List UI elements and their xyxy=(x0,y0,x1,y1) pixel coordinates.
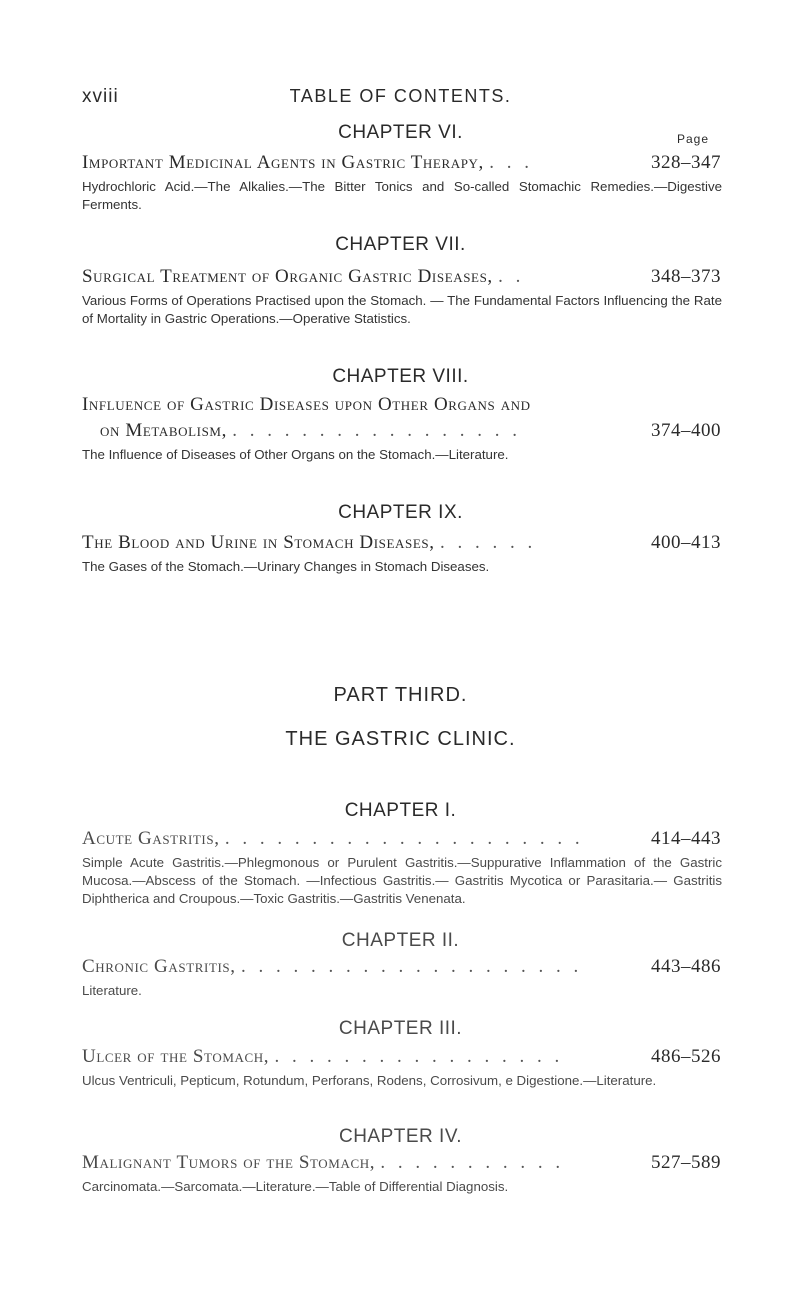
chapter-heading: CHAPTER III. xyxy=(338,1018,463,1039)
entry-title xyxy=(82,266,642,288)
entry-summary: The Gases of the Stomach.—Urinary Changes in Stomach Diseases. xyxy=(82,559,490,574)
part-heading: PART THIRD. xyxy=(333,684,468,706)
entry-title-line1: Influence of Gastric Diseases upon Other Organs and xyxy=(82,394,531,415)
chapter-heading: CHAPTER VII. xyxy=(335,234,466,255)
chapter-heading: CHAPTER II. xyxy=(341,930,460,951)
entry-title-text: Chronic Gastritis, xyxy=(82,956,236,977)
leader-dots: . . xyxy=(498,266,525,287)
entry-title xyxy=(82,956,642,978)
entry-title-text: on Metabolism, xyxy=(100,420,227,441)
chapter-heading: CHAPTER VIII. xyxy=(332,366,469,387)
entry-title xyxy=(100,420,640,442)
entry-pages: 348–373 xyxy=(651,266,721,287)
chapter-heading: CHAPTER I. xyxy=(344,800,457,821)
part-subtitle: THE GASTRIC CLINIC. xyxy=(285,728,516,750)
entry-summary: Ulcus Ventriculi, Pepticum, Rotundum, Perforans, Rodens, Corrosivum, e Digestione.—Literature. xyxy=(82,1073,657,1088)
entry-title-text: Surgical Treatment of Organic Gastric Diseases, xyxy=(82,266,493,287)
entry-title-text: The Blood and Urine in Stomach Diseases, xyxy=(82,532,435,553)
page-number: xviii xyxy=(82,86,119,107)
entry-summary: Simple Acute Gastritis.—Phlegmonous or Purulent Gastritis.—Suppurative Inflammation of the Gastric Mucosa.—Abscess of the Stomach. —Infectious Gastritis.— Gastritis Mycotica or Parasitaria.— Gastritis Diphtherica and Croupous.—Toxic Gastritis.—Gastritis Venenata. xyxy=(82,855,722,906)
leader-dots: . . . . . . . . . . . . . . . . . . . . . xyxy=(224,828,584,849)
entry-pages: 374–400 xyxy=(651,420,721,441)
entry-title xyxy=(82,532,642,554)
leader-dots: . . . xyxy=(489,152,533,173)
chapter-heading: CHAPTER IV. xyxy=(338,1126,463,1147)
entry-summary: Literature. xyxy=(82,983,142,998)
entry-title xyxy=(82,1046,642,1068)
entry-summary: Hydrochloric Acid.—The Alkalies.—The Bitter Tonics and So-called Stomachic Remedies.—Digestive Ferments. xyxy=(82,179,722,212)
leader-dots: . . . . . . . . . . . . . . . . . . . . xyxy=(240,956,583,977)
entry-title xyxy=(82,828,642,850)
entry-title-text: Important Medicinal Agents in Gastric Therapy, xyxy=(82,152,484,173)
leader-dots: . . . . . . . . . . . . . . . . . xyxy=(274,1046,564,1067)
leader-dots: . . . . . . . . . . . . . . . . . xyxy=(232,420,522,441)
entry-title-text: Acute Gastritis, xyxy=(82,828,220,849)
chapter-heading: CHAPTER VI. xyxy=(338,122,463,143)
entry-pages: 443–486 xyxy=(651,956,721,977)
entry-pages: 328–347 xyxy=(651,152,721,173)
chapter-heading: CHAPTER IX. xyxy=(338,502,463,523)
entry-pages: 414–443 xyxy=(651,828,721,849)
entry-title xyxy=(82,1152,642,1174)
running-head xyxy=(82,86,719,110)
leader-dots: . . . . . . . . . . . xyxy=(380,1152,565,1173)
page-column-label: Page xyxy=(676,132,709,146)
entry-pages: 486–526 xyxy=(651,1046,721,1067)
entry-summary: Carcinomata.—Sarcomata.—Literature.—Table of Differential Diagnosis. xyxy=(82,1179,509,1194)
entry-title-text: Malignant Tumors of the Stomach, xyxy=(82,1152,376,1173)
entry-title xyxy=(82,152,642,174)
leader-dots: . . . . . . xyxy=(439,532,537,553)
entry-pages: 400–413 xyxy=(651,532,721,553)
entry-summary: The Influence of Diseases of Other Organs on the Stomach.—Literature. xyxy=(82,447,509,462)
entry-pages: 527–589 xyxy=(651,1152,721,1173)
entry-summary: Various Forms of Operations Practised upon the Stomach. — The Fundamental Factors Influencing the Rate of Mortality in Gastric Operations.—Operative Statistics. xyxy=(82,293,722,326)
entry-title-text: Ulcer of the Stomach, xyxy=(82,1046,270,1067)
running-head-title: TABLE OF CONTENTS. xyxy=(289,86,512,106)
